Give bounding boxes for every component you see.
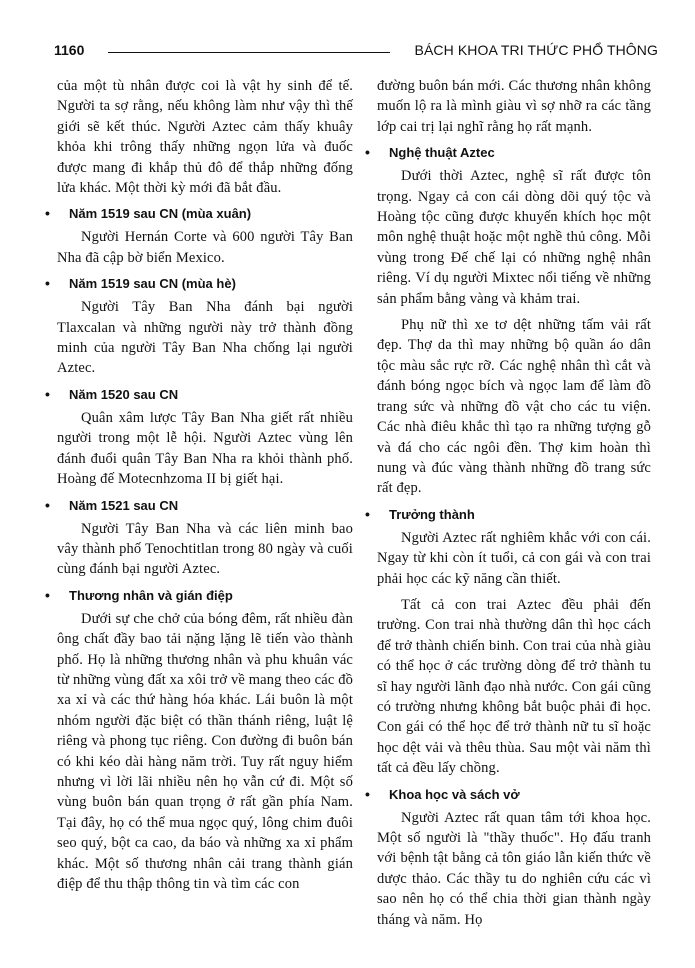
section-paragraph: Người Tây Ban Nha đánh bại người Tlaxcalan và những người này trở thành đồng minh của người Tây Ban Nha chống lại người Aztec. [57, 299, 353, 377]
book-title: BÁCH KHOA TRI THỨC PHỔ THÔNG [414, 42, 658, 58]
heading-text: Năm 1520 sau CN [69, 386, 179, 402]
section-paragraph: Người Tây Ban Nha và các liên minh bao vây thành phố Tenochtitlan trong 80 ngày và cuối cùng đánh bại người Aztec. [57, 520, 353, 578]
section-paragraph: Tất cả con trai Aztec đều phải đến trường. Con trai nhà thường dân thì học cách để trở thành chiến binh. Con trai của nhà giàu có thể học ở các trường dòng để trở thành tu sĩ hay người lãnh đạo nhà nước. Con gái cũng có trường nhưng không bắt buộc phải đi học. Con gái có thể học để trở thành nữ tu sĩ hoặc học dệt vải và thêu thùa. Sau một vài năm thì tất cả đều lấy chồng. [377, 596, 651, 777]
heading-text: Năm 1521 sau CN [69, 497, 179, 513]
section-heading [45, 204, 353, 223]
bullet-icon: • [365, 785, 370, 802]
continued-paragraph: đường buôn bán mới. Các thương nhân không muốn lộ ra là mình giàu vì sợ nhỡ ra các tầng lớp cai trị lại nghĩ rằng họ rất mạnh. [377, 78, 651, 135]
intro-paragraph: của một tù nhân được coi là vật hy sinh để tế. Người ta sợ rằng, nếu không làm như vậy thì thế giới sẽ kết thúc. Người Aztec cảm thấy khuây khỏa khi trông thấy những ngọn lửa và đuốc được mang đi khắp thủ đô để thắp những đống lửa khác. Một thời kỳ mới đã bắt đầu. [57, 78, 353, 197]
section-paragraph: Người Hernán Corte và 600 người Tây Ban Nha đã cập bờ biển Mexico. [57, 229, 353, 266]
section-heading [45, 496, 353, 515]
bullet-icon: • [45, 586, 50, 603]
heading-text: Nghệ thuật Aztec [389, 145, 495, 161]
section-paragraph: Phụ nữ thì xe tơ dệt những tấm vải rất đẹp. Thợ da thì may những bộ quần áo dân tộc màu sắc rực rỡ. Các nghệ nhân thì cắt và đánh bóng ngọc bích và ngọc lam để làm đồ trang sức và những đồ vật cho các tu viện. Các nhà điêu khắc thì tạo ra những tượng gỗ và đá cho các ngôi đền. Thợ kim hoàn thì nung và đúc vàng thành những đồ trang sức rất đẹp. [377, 317, 651, 497]
section-paragraph: Người Aztec rất nghiêm khắc với con cái. Ngay từ khi còn ít tuổi, cả con gái và con trai phải học các kỹ năng cần thiết. [377, 529, 651, 587]
section-paragraph: Quân xâm lược Tây Ban Nha giết rất nhiều người trong một lễ hội. Người Aztec vùng lên đánh đuổi quân Tây Ban Nha ra khỏi thành phố. Hoàng đế Motecnhzoma II bị giết hại. [57, 409, 353, 488]
bullet-icon: • [45, 385, 50, 402]
page-header [48, 42, 658, 62]
bullet-icon: • [365, 505, 370, 522]
section-paragraph: Dưới sự che chở của bóng đêm, rất nhiều đàn ông chất đầy bao tải nặng lặng lẽ tiến vào thành phố. Họ là những thương nhân và phu khuân vác từ những vùng đất xa xôi trở về mang theo các đồ xa xỉ và các thứ hàng hóa khác. Lái buôn là một nhóm người đặc biệt có thần thánh riêng, luật lệ riêng và phong tục riêng. Con đường đi buôn bán có khi kéo dài hàng năm trời. Tuy rất nguy hiểm nhưng vì lời lãi nhiều nên họ vẫn cứ đi. Một số vùng buôn bán quan trọng ở rất gần phía Nam. Tại đây, họ có thể mua ngọc quý, lông chim đuôi seo quý, bột ca cao, da báo và những xa xỉ phẩm khác. Một số thương nhân cải trang thành gián điệp để thu thập thông tin và tìm các con [57, 610, 353, 892]
heading-text: Khoa học và sách vở [389, 786, 520, 802]
bullet-icon: • [365, 144, 370, 161]
section-paragraph: Người Aztec rất quan tâm tới khoa học. Một số người là "thầy thuốc". Họ đấu tranh với bệnh tật bằng cả tôn giáo lẫn kiến thức về dược thảo. Các thầy tu do nghiên cứu các vì sao nên họ có thể chia thời gian thành ngày tháng và năm. Họ [377, 809, 651, 928]
section-heading [365, 785, 651, 804]
right-column [365, 76, 651, 930]
section-heading [365, 505, 651, 524]
left-column [45, 76, 353, 894]
heading-text: Trưởng thành [389, 506, 475, 522]
section-heading [45, 385, 353, 404]
bullet-icon: • [45, 205, 50, 222]
section-heading [45, 274, 353, 293]
bullet-icon: • [45, 275, 50, 292]
header-rule [108, 52, 390, 53]
section-heading [365, 143, 651, 162]
section-heading [45, 586, 353, 605]
heading-text: Năm 1519 sau CN (mùa hè) [69, 276, 236, 292]
page-number: 1160 [54, 42, 85, 58]
heading-text: Năm 1519 sau CN (mùa xuân) [69, 206, 252, 222]
bullet-icon: • [45, 496, 50, 513]
heading-text: Thương nhân và gián điệp [69, 587, 233, 603]
section-paragraph: Dưới thời Aztec, nghệ sĩ rất được tôn trọng. Ngay cả con cái dòng dõi quý tộc và Hoàng tộc cũng được khuyến khích học một môn nghệ thuật hoặc một nghề thủ công. Mỗi vùng trong Đế chế lại có những nghệ nhân riêng. Ví dụ người Mixtec nổi tiếng về những sản phẩm bằng vàng và khảm trai. [377, 168, 651, 307]
